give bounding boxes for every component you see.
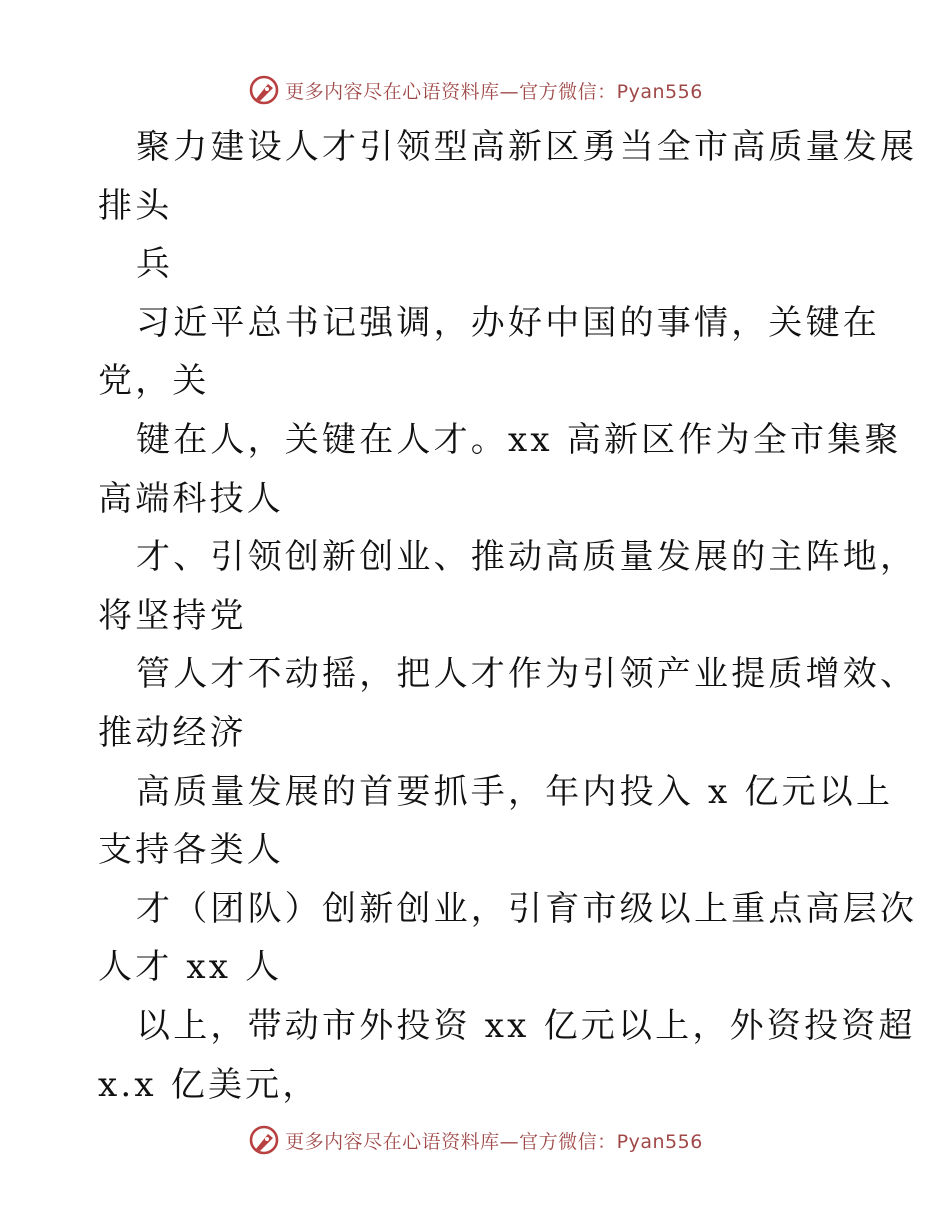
text-line: 高质量发展的首要抓手，年内投入 x 亿元以上 [136,771,894,812]
text-line: 聚力建设人才引领型高新区勇当全市高质量发展 [136,127,918,167]
text-line: 高端科技人 [98,478,284,519]
text-line: 支持各类人 [98,830,284,871]
text-line: 党，关 [98,361,210,402]
watermark-text: 更多内容尽在心语资料库—官方微信：Pyan556 [285,1130,703,1153]
text-line: 兵 [136,244,174,285]
text-line: 才、引领创新创业、推动高质量发展的主阵地， [136,537,918,578]
text-line: x.x 亿美元， [98,1064,320,1105]
text-line: 推动经济 [98,712,247,753]
text-line: 键在人，关键在人才。xx 高新区作为全市集聚 [136,419,902,460]
text-line: 以上，带动市外投资 xx 亿元以上，外资投资超 [136,1005,916,1046]
text-line: 习近平总书记强调，办好中国的事情，关键在 [136,302,880,343]
pen-nib-icon [247,73,281,107]
text-line: 管人才不动摇，把人才作为引领产业提质增效、 [136,654,918,695]
pen-nib-icon [247,1123,281,1157]
text-line: 才（团队）创新创业，引育市级以上重点高层次 [136,888,918,929]
document-body [98,118,918,1114]
watermark-text: 更多内容尽在心语资料库—官方微信：Pyan556 [285,80,703,103]
header-watermark-banner [0,70,950,110]
footer-watermark-banner [0,1120,950,1160]
text-line: 排头 [98,185,173,226]
text-line: 将坚持党 [98,595,247,636]
text-line: 人才 xx 人 [98,947,283,988]
